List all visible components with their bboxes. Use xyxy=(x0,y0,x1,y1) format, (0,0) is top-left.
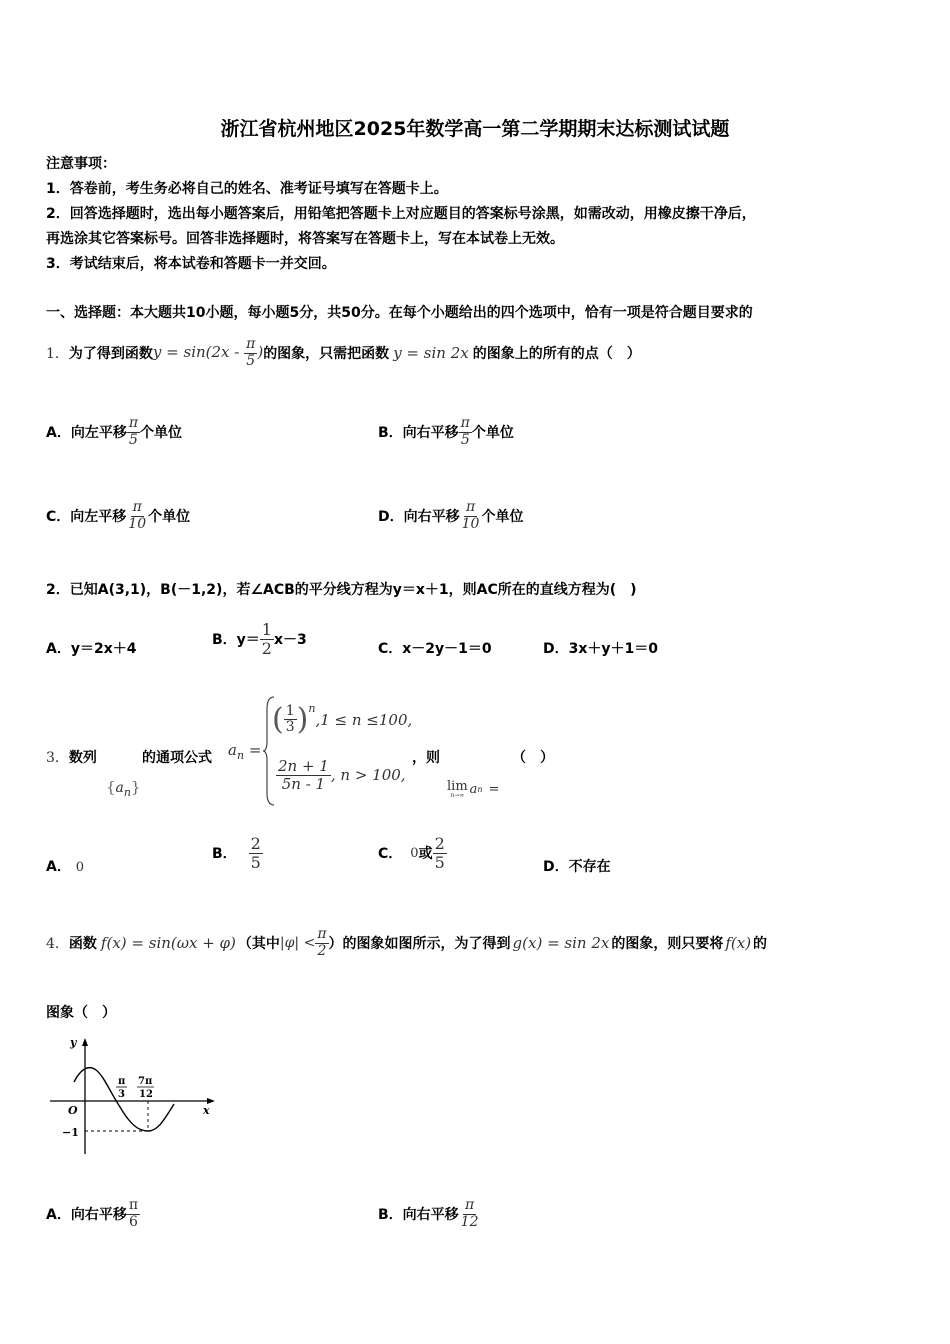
q3-option-d[interactable]: D．不存在 xyxy=(543,859,611,875)
q2-option-c[interactable]: C．x－2y－1＝0 xyxy=(378,641,492,657)
notice-item-3: 3．考试结束后，将本试卷和答题卡一并交回。 xyxy=(46,256,336,272)
tick-pi-3-num: π xyxy=(118,1076,126,1087)
tick-7pi-12-num: 7π xyxy=(138,1076,153,1087)
q3-case-2: $\frac{2n + 1}{5n - 1}$ , n > 100, xyxy=(278,757,406,793)
q4-option-a[interactable]: A．向右平移 $\frac{\pi}{6}$ xyxy=(46,1197,139,1230)
q3-option-c[interactable]: C． 0 或 $\frac{2}{5}$ xyxy=(378,833,445,872)
q3-sequence-symbol: $\{a_n\}$ xyxy=(106,778,141,800)
y-label: y xyxy=(70,1036,77,1049)
q2-option-d[interactable]: D．3x＋y＋1＝0 xyxy=(543,641,659,657)
tick-pi-3-den: 3 xyxy=(118,1089,125,1100)
q3-formula-label: 的通项公式 xyxy=(142,750,212,766)
q3-option-a[interactable]: A． 0 xyxy=(46,859,84,875)
q2-option-a[interactable]: A．y＝2x＋4 xyxy=(46,641,137,657)
q1-target-function: y = sin(2x - $\frac{\pi}{5}$ ) xyxy=(152,336,264,369)
notice-item-2: 2．回答选择题时，选出每小题答案后，用铅笔把答题卡上对应题目的答案标号涂黑，如需改动，用橡皮擦干净后， xyxy=(46,206,756,222)
q4-graph xyxy=(48,1032,220,1158)
section-heading: 一、选择题：本大题共10小题，每小题5分，共50分。在每个小题给出的四个选项中，恰有一项是符合题目要求的 xyxy=(46,305,753,321)
q2-option-b[interactable]: B．y＝ $\frac{1}{2}$ x－3 xyxy=(212,619,307,658)
notice-heading: 注意事项： xyxy=(46,156,116,172)
question-1: 1． 为了得到函数 y = sin(2x - $\frac{\pi}{5}$ ) 的图象，只需把函数 y = sin 2x 的图象上的所有的点（ ） xyxy=(46,336,641,369)
q3-case-1: ( $\frac{1}{3}$ ) $^n$ ,1 ≤ n ≤100, xyxy=(272,702,413,737)
question-4-cont: 图象（ ） xyxy=(46,1005,116,1021)
q3-paren: （ ） xyxy=(512,750,554,766)
q3-then: ，则 xyxy=(412,750,440,766)
q3-limit: lim n→∞ a n = xyxy=(447,779,500,799)
neg-one-label: −1 xyxy=(62,1126,79,1139)
x-label: x xyxy=(203,1104,210,1117)
q1-source-function: y = sin 2x xyxy=(393,344,469,362)
q3-an: $a_n$ = xyxy=(228,741,262,762)
page-title: 浙江省杭州地区2025年数学高一第二学期期末达标测试试题 xyxy=(220,118,730,140)
tick-7pi-12-den: 12 xyxy=(139,1089,153,1100)
question-3: 3．数列 xyxy=(46,750,97,766)
notice-item-2-cont: 再选涂其它答案标号。回答非选择题时，将答案写在答题卡上，写在本试卷上无效。 xyxy=(46,231,564,247)
q1-option-b[interactable]: B．向右平移 $\frac{\pi}{5}$ 个单位 xyxy=(378,415,514,448)
origin-label: O xyxy=(68,1104,78,1117)
q4-option-b[interactable]: B．向右平移 $\frac{\pi}{12}$ xyxy=(378,1197,479,1230)
q1-option-d[interactable]: D．向右平移 $\frac{\pi}{10}$ 个单位 xyxy=(378,499,524,532)
q3-option-b[interactable]: B． $\frac{2}{5}$ xyxy=(212,833,261,872)
q1-option-a[interactable]: A．向左平移 $\frac{\pi}{5}$ 个单位 xyxy=(46,415,183,448)
notice-item-1: 1．答卷前，考生务必将自己的姓名、准考证号填写在答题卡上。 xyxy=(46,181,448,197)
question-4: 4． 函数 f(x) = sin(ωx + φ) （其中 |φ| < $\frac{\pi}{2}$ ）的图象如图所示，为了得到 g(x) = sin 2x 的图象，则只要将 f(x) 的 xyxy=(46,926,768,959)
question-2: 2．已知A(3,1)，B(－1,2)，若∠ACB的平分线方程为y＝x＋1，则AC所在的直线方程为( ) xyxy=(46,582,637,598)
q1-option-c[interactable]: C．向左平移 $\frac{\pi}{10}$ 个单位 xyxy=(46,499,191,532)
y-axis-arrow xyxy=(82,1038,88,1046)
